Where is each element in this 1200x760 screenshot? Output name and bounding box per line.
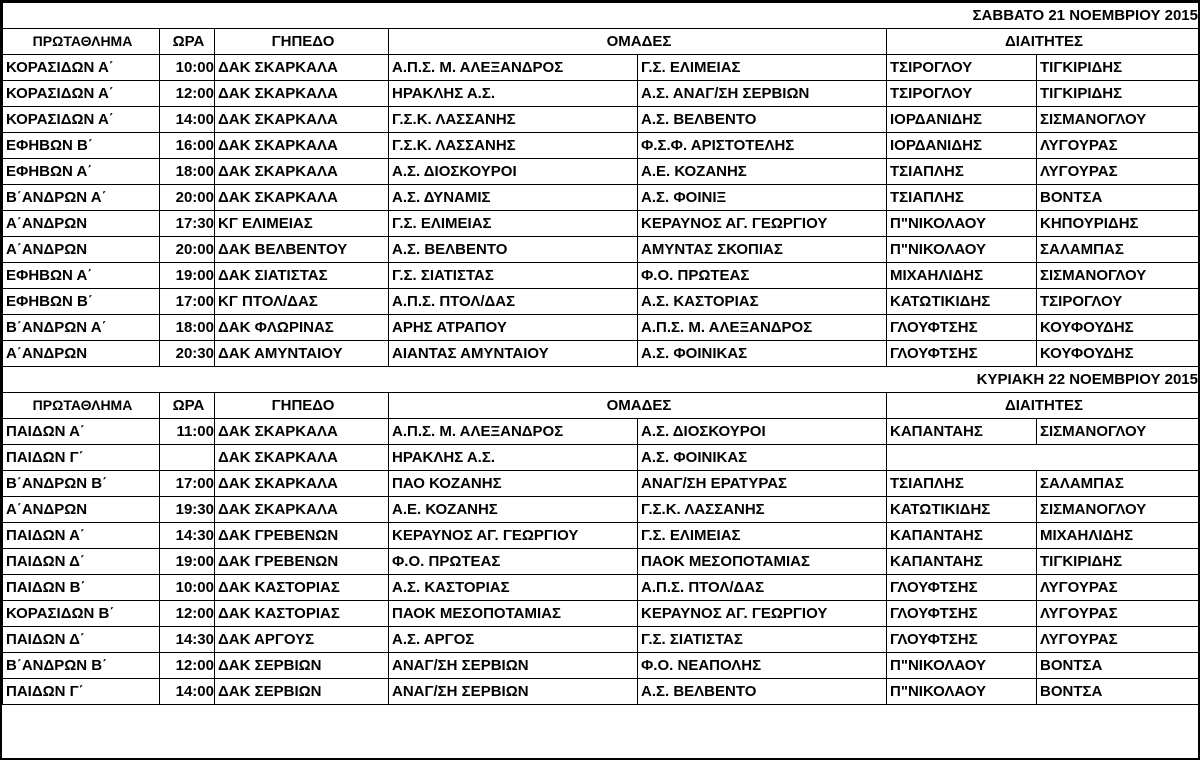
referee-2-cell: ΤΙΓΚΙΡΙΔΗΣ: [1037, 81, 1199, 107]
day-title-row: [3, 367, 1199, 393]
game-row: [3, 627, 1199, 653]
venue-cell: ΔΑΚ ΣΚΑΡΚΑΛΑ: [215, 55, 389, 81]
referee-2-cell: ΜΙΧΑΗΛΙΔΗΣ: [1037, 523, 1199, 549]
game-row: [3, 133, 1199, 159]
venue-cell: ΔΑΚ ΓΡΕΒΕΝΩΝ: [215, 549, 389, 575]
referee-1-cell: ΓΛΟΥΦΤΣΗΣ: [887, 627, 1037, 653]
home-team-cell: ΑΝΑΓ/ΣΗ ΣΕΡΒΙΩΝ: [389, 653, 638, 679]
venue-cell: ΔΑΚ ΣΚΑΡΚΑΛΑ: [215, 419, 389, 445]
referees-empty-cell: [887, 445, 1199, 471]
league-header: ΠΡΩΤΑΘΛΗΜΑ: [3, 29, 160, 55]
league-cell: Α΄ΑΝΔΡΩΝ: [3, 341, 160, 367]
away-team-cell: Α.Σ. ΔΙΟΣΚΟΥΡΟΙ: [638, 419, 887, 445]
venue-cell: ΔΑΚ ΑΡΓΟΥΣ: [215, 627, 389, 653]
venue-cell: ΔΑΚ ΣΚΑΡΚΑΛΑ: [215, 471, 389, 497]
referee-2-cell: ΛΥΓΟΥΡΑΣ: [1037, 601, 1199, 627]
game-row: [3, 263, 1199, 289]
referee-1-cell: ΤΣΙΑΠΛΗΣ: [887, 185, 1037, 211]
game-row: [3, 237, 1199, 263]
time-cell: 14:30: [160, 627, 215, 653]
league-cell: ΠΑΙΔΩΝ Δ΄: [3, 627, 160, 653]
home-team-cell: Α.Π.Σ. Μ. ΑΛΕΞΑΝΔΡΟΣ: [389, 55, 638, 81]
time-cell: 10:00: [160, 575, 215, 601]
game-row: [3, 523, 1199, 549]
time-cell: 12:00: [160, 653, 215, 679]
game-row: [3, 159, 1199, 185]
game-row: [3, 445, 1199, 471]
home-team-cell: ΚΕΡΑΥΝΟΣ ΑΓ. ΓΕΩΡΓΙΟΥ: [389, 523, 638, 549]
home-team-cell: Φ.Ο. ΠΡΩΤΕΑΣ: [389, 549, 638, 575]
referee-1-cell: ΤΣΙΡΟΓΛΟΥ: [887, 55, 1037, 81]
referee-1-cell: ΤΣΙΑΠΛΗΣ: [887, 159, 1037, 185]
referee-1-cell: Π"ΝΙΚΟΛΑΟΥ: [887, 679, 1037, 705]
home-team-cell: ΑΙΑΝΤΑΣ ΑΜΥΝΤΑΙΟΥ: [389, 341, 638, 367]
time-cell: 20:00: [160, 185, 215, 211]
time-cell: 14:00: [160, 679, 215, 705]
referee-2-cell: ΣΙΣΜΑΝΟΓΛΟΥ: [1037, 107, 1199, 133]
away-team-cell: ΑΜΥΝΤΑΣ ΣΚΟΠΙΑΣ: [638, 237, 887, 263]
schedule-table: [2, 2, 1199, 705]
venue-cell: ΔΑΚ ΦΛΩΡΙΝΑΣ: [215, 315, 389, 341]
league-cell: Β΄ΑΝΔΡΩΝ Α΄: [3, 315, 160, 341]
home-team-cell: ΗΡΑΚΛΗΣ Α.Σ.: [389, 81, 638, 107]
away-team-cell: Φ.Σ.Φ. ΑΡΙΣΤΟΤΕΛΗΣ: [638, 133, 887, 159]
time-cell: [160, 445, 215, 471]
column-header-row: [3, 29, 1199, 55]
away-team-cell: Α.Σ. ΒΕΛΒΕΝΤΟ: [638, 679, 887, 705]
game-row: [3, 471, 1199, 497]
teams-header: ΟΜΑΔΕΣ: [389, 393, 887, 419]
referee-1-cell: Π"ΝΙΚΟΛΑΟΥ: [887, 211, 1037, 237]
referee-2-cell: ΛΥΓΟΥΡΑΣ: [1037, 627, 1199, 653]
referee-1-cell: ΚΑΤΩΤΙΚΙΔΗΣ: [887, 289, 1037, 315]
referee-2-cell: ΒΟΝΤΣΑ: [1037, 653, 1199, 679]
home-team-cell: ΑΡΗΣ ΑΤΡΑΠΟΥ: [389, 315, 638, 341]
away-team-cell: Α.Σ. ΦΟΙΝΙΞ: [638, 185, 887, 211]
referee-1-cell: ΓΛΟΥΦΤΣΗΣ: [887, 601, 1037, 627]
time-header: ΩΡΑ: [160, 393, 215, 419]
league-header: ΠΡΩΤΑΘΛΗΜΑ: [3, 393, 160, 419]
home-team-cell: Α.Π.Σ. Μ. ΑΛΕΞΑΝΔΡΟΣ: [389, 419, 638, 445]
game-row: [3, 575, 1199, 601]
venue-cell: ΚΓ ΕΛΙΜΕΙΑΣ: [215, 211, 389, 237]
league-cell: ΕΦΗΒΩΝ Α΄: [3, 263, 160, 289]
referee-1-cell: ΙΟΡΔΑΝΙΔΗΣ: [887, 107, 1037, 133]
league-cell: Α΄ΑΝΔΡΩΝ: [3, 211, 160, 237]
away-team-cell: Α.Σ. ΑΝΑΓ/ΣΗ ΣΕΡΒΙΩΝ: [638, 81, 887, 107]
referee-1-cell: ΚΑΠΑΝΤΑΗΣ: [887, 523, 1037, 549]
home-team-cell: ΠΑΟ ΚΟΖΑΝΗΣ: [389, 471, 638, 497]
referee-2-cell: ΒΟΝΤΣΑ: [1037, 679, 1199, 705]
venue-header: ΓΗΠΕΔΟ: [215, 393, 389, 419]
venue-cell: ΔΑΚ ΑΜΥΝΤΑΙΟΥ: [215, 341, 389, 367]
referee-1-cell: ΚΑΠΑΝΤΑΗΣ: [887, 419, 1037, 445]
referee-1-cell: ΜΙΧΑΗΛΙΔΗΣ: [887, 263, 1037, 289]
referee-1-cell: ΤΣΙΡΟΓΛΟΥ: [887, 81, 1037, 107]
away-team-cell: ΠΑΟΚ ΜΕΣΟΠΟΤΑΜΙΑΣ: [638, 549, 887, 575]
referee-1-cell: ΓΛΟΥΦΤΣΗΣ: [887, 575, 1037, 601]
venue-cell: ΔΑΚ ΒΕΛΒΕΝΤΟΥ: [215, 237, 389, 263]
time-cell: 18:00: [160, 315, 215, 341]
referee-2-cell: ΤΙΓΚΙΡΙΔΗΣ: [1037, 549, 1199, 575]
league-cell: ΠΑΙΔΩΝ Α΄: [3, 523, 160, 549]
referee-2-cell: ΚΟΥΦΟΥΔΗΣ: [1037, 315, 1199, 341]
home-team-cell: Α.Ε. ΚΟΖΑΝΗΣ: [389, 497, 638, 523]
league-cell: ΠΑΙΔΩΝ Β΄: [3, 575, 160, 601]
referee-2-cell: ΚΟΥΦΟΥΔΗΣ: [1037, 341, 1199, 367]
league-cell: ΠΑΙΔΩΝ Γ΄: [3, 679, 160, 705]
referee-1-cell: ΓΛΟΥΦΤΣΗΣ: [887, 315, 1037, 341]
league-cell: Β΄ΑΝΔΡΩΝ Β΄: [3, 653, 160, 679]
away-team-cell: Α.Σ. ΦΟΙΝΙΚΑΣ: [638, 341, 887, 367]
home-team-cell: Γ.Σ. ΣΙΑΤΙΣΤΑΣ: [389, 263, 638, 289]
venue-cell: ΔΑΚ ΣΚΑΡΚΑΛΑ: [215, 159, 389, 185]
venue-cell: ΔΑΚ ΣΚΑΡΚΑΛΑ: [215, 185, 389, 211]
time-cell: 19:00: [160, 549, 215, 575]
away-team-cell: Γ.Σ. ΕΛΙΜΕΙΑΣ: [638, 523, 887, 549]
away-team-cell: Α.Π.Σ. Μ. ΑΛΕΞΑΝΔΡΟΣ: [638, 315, 887, 341]
day-title-row: [3, 3, 1199, 29]
referee-1-cell: ΙΟΡΔΑΝΙΔΗΣ: [887, 133, 1037, 159]
home-team-cell: ΠΑΟΚ ΜΕΣΟΠΟΤΑΜΙΑΣ: [389, 601, 638, 627]
away-team-cell: Α.Σ. ΚΑΣΤΟΡΙΑΣ: [638, 289, 887, 315]
away-team-cell: ΑΝΑΓ/ΣΗ ΕΡΑΤΥΡΑΣ: [638, 471, 887, 497]
home-team-cell: Γ.Σ.Κ. ΛΑΣΣΑΝΗΣ: [389, 107, 638, 133]
referee-2-cell: ΣΙΣΜΑΝΟΓΛΟΥ: [1037, 497, 1199, 523]
home-team-cell: Α.Σ. ΔΥΝΑΜΙΣ: [389, 185, 638, 211]
referee-1-cell: Π"ΝΙΚΟΛΑΟΥ: [887, 653, 1037, 679]
league-cell: ΚΟΡΑΣΙΔΩΝ Β΄: [3, 601, 160, 627]
time-cell: 10:00: [160, 55, 215, 81]
referee-2-cell: ΛΥΓΟΥΡΑΣ: [1037, 159, 1199, 185]
venue-cell: ΔΑΚ ΣΚΑΡΚΑΛΑ: [215, 497, 389, 523]
league-cell: ΠΑΙΔΩΝ Δ΄: [3, 549, 160, 575]
league-cell: ΚΟΡΑΣΙΔΩΝ Α΄: [3, 55, 160, 81]
referee-2-cell: ΚΗΠΟΥΡΙΔΗΣ: [1037, 211, 1199, 237]
home-team-cell: Α.Σ. ΚΑΣΤΟΡΙΑΣ: [389, 575, 638, 601]
league-cell: ΕΦΗΒΩΝ Β΄: [3, 289, 160, 315]
referee-2-cell: ΣΙΣΜΑΝΟΓΛΟΥ: [1037, 263, 1199, 289]
time-cell: 20:30: [160, 341, 215, 367]
home-team-cell: Γ.Σ. ΕΛΙΜΕΙΑΣ: [389, 211, 638, 237]
time-cell: 20:00: [160, 237, 215, 263]
away-team-cell: Α.Π.Σ. ΠΤΟΛ/ΔΑΣ: [638, 575, 887, 601]
referee-2-cell: ΒΟΝΤΣΑ: [1037, 185, 1199, 211]
time-cell: 19:00: [160, 263, 215, 289]
venue-cell: ΔΑΚ ΣΕΡΒΙΩΝ: [215, 679, 389, 705]
game-row: [3, 315, 1199, 341]
referee-2-cell: ΣΙΣΜΑΝΟΓΛΟΥ: [1037, 419, 1199, 445]
time-cell: 16:00: [160, 133, 215, 159]
time-cell: 14:30: [160, 523, 215, 549]
referees-header: ΔΙΑΙΤΗΤΕΣ: [887, 393, 1199, 419]
column-header-row: [3, 393, 1199, 419]
home-team-cell: Γ.Σ.Κ. ΛΑΣΣΑΝΗΣ: [389, 133, 638, 159]
referee-1-cell: Π"ΝΙΚΟΛΑΟΥ: [887, 237, 1037, 263]
time-cell: 12:00: [160, 81, 215, 107]
venue-header: ΓΗΠΕΔΟ: [215, 29, 389, 55]
home-team-cell: Α.Σ. ΒΕΛΒΕΝΤΟ: [389, 237, 638, 263]
game-row: [3, 497, 1199, 523]
away-team-cell: ΚΕΡΑΥΝΟΣ ΑΓ. ΓΕΩΡΓΙΟΥ: [638, 601, 887, 627]
venue-cell: ΔΑΚ ΣΚΑΡΚΑΛΑ: [215, 445, 389, 471]
league-cell: ΕΦΗΒΩΝ Β΄: [3, 133, 160, 159]
day-title: ΚΥΡΙΑΚΗ 22 ΝΟΕΜΒΡΙΟΥ 2015: [3, 367, 1199, 393]
away-team-cell: Α.Σ. ΒΕΛΒΕΝΤΟ: [638, 107, 887, 133]
time-cell: 11:00: [160, 419, 215, 445]
venue-cell: ΔΑΚ ΣΚΑΡΚΑΛΑ: [215, 133, 389, 159]
game-row: [3, 549, 1199, 575]
venue-cell: ΔΑΚ ΣΕΡΒΙΩΝ: [215, 653, 389, 679]
venue-cell: ΔΑΚ ΣΚΑΡΚΑΛΑ: [215, 81, 389, 107]
referee-1-cell: ΤΣΙΑΠΛΗΣ: [887, 471, 1037, 497]
time-cell: 17:30: [160, 211, 215, 237]
league-cell: ΚΟΡΑΣΙΔΩΝ Α΄: [3, 107, 160, 133]
game-row: [3, 601, 1199, 627]
day-title: ΣΑΒΒΑΤΟ 21 ΝΟΕΜΒΡΙΟΥ 2015: [3, 3, 1199, 29]
away-team-cell: Α.Ε. ΚΟΖΑΝΗΣ: [638, 159, 887, 185]
away-team-cell: Γ.Σ. ΕΛΙΜΕΙΑΣ: [638, 55, 887, 81]
away-team-cell: ΚΕΡΑΥΝΟΣ ΑΓ. ΓΕΩΡΓΙΟΥ: [638, 211, 887, 237]
venue-cell: ΚΓ ΠΤΟΛ/ΔΑΣ: [215, 289, 389, 315]
referee-2-cell: ΣΑΛΑΜΠΑΣ: [1037, 237, 1199, 263]
league-cell: Β΄ΑΝΔΡΩΝ Α΄: [3, 185, 160, 211]
schedule-body: [3, 3, 1199, 705]
time-cell: 19:30: [160, 497, 215, 523]
venue-cell: ΔΑΚ ΣΚΑΡΚΑΛΑ: [215, 107, 389, 133]
game-row: [3, 653, 1199, 679]
referee-2-cell: ΤΣΙΡΟΓΛΟΥ: [1037, 289, 1199, 315]
referee-1-cell: ΚΑΠΑΝΤΑΗΣ: [887, 549, 1037, 575]
referee-2-cell: ΛΥΓΟΥΡΑΣ: [1037, 575, 1199, 601]
referee-1-cell: ΓΛΟΥΦΤΣΗΣ: [887, 341, 1037, 367]
venue-cell: ΔΑΚ ΣΙΑΤΙΣΤΑΣ: [215, 263, 389, 289]
referee-2-cell: ΛΥΓΟΥΡΑΣ: [1037, 133, 1199, 159]
away-team-cell: Γ.Σ. ΣΙΑΤΙΣΤΑΣ: [638, 627, 887, 653]
game-row: [3, 107, 1199, 133]
venue-cell: ΔΑΚ ΚΑΣΤΟΡΙΑΣ: [215, 601, 389, 627]
game-row: [3, 419, 1199, 445]
home-team-cell: Α.Π.Σ. ΠΤΟΛ/ΔΑΣ: [389, 289, 638, 315]
league-cell: ΚΟΡΑΣΙΔΩΝ Α΄: [3, 81, 160, 107]
away-team-cell: Α.Σ. ΦΟΙΝΙΚΑΣ: [638, 445, 887, 471]
league-cell: ΕΦΗΒΩΝ Α΄: [3, 159, 160, 185]
game-row: [3, 81, 1199, 107]
time-cell: 18:00: [160, 159, 215, 185]
league-cell: Α΄ΑΝΔΡΩΝ: [3, 497, 160, 523]
time-header: ΩΡΑ: [160, 29, 215, 55]
game-row: [3, 289, 1199, 315]
venue-cell: ΔΑΚ ΓΡΕΒΕΝΩΝ: [215, 523, 389, 549]
game-row: [3, 185, 1199, 211]
league-cell: Β΄ΑΝΔΡΩΝ Β΄: [3, 471, 160, 497]
time-cell: 12:00: [160, 601, 215, 627]
home-team-cell: Α.Σ. ΑΡΓΟΣ: [389, 627, 638, 653]
home-team-cell: ΗΡΑΚΛΗΣ Α.Σ.: [389, 445, 638, 471]
referee-2-cell: ΤΙΓΚΙΡΙΔΗΣ: [1037, 55, 1199, 81]
teams-header: ΟΜΑΔΕΣ: [389, 29, 887, 55]
time-cell: 14:00: [160, 107, 215, 133]
away-team-cell: Γ.Σ.Κ. ΛΑΣΣΑΝΗΣ: [638, 497, 887, 523]
game-row: [3, 679, 1199, 705]
home-team-cell: ΑΝΑΓ/ΣΗ ΣΕΡΒΙΩΝ: [389, 679, 638, 705]
venue-cell: ΔΑΚ ΚΑΣΤΟΡΙΑΣ: [215, 575, 389, 601]
time-cell: 17:00: [160, 289, 215, 315]
league-cell: Α΄ΑΝΔΡΩΝ: [3, 237, 160, 263]
home-team-cell: Α.Σ. ΔΙΟΣΚΟΥΡΟΙ: [389, 159, 638, 185]
league-cell: ΠΑΙΔΩΝ Α΄: [3, 419, 160, 445]
referees-header: ΔΙΑΙΤΗΤΕΣ: [887, 29, 1199, 55]
time-cell: 17:00: [160, 471, 215, 497]
referee-2-cell: ΣΑΛΑΜΠΑΣ: [1037, 471, 1199, 497]
game-row: [3, 55, 1199, 81]
away-team-cell: Φ.Ο. ΠΡΩΤΕΑΣ: [638, 263, 887, 289]
away-team-cell: Φ.Ο. ΝΕΑΠΟΛΗΣ: [638, 653, 887, 679]
referee-1-cell: ΚΑΤΩΤΙΚΙΔΗΣ: [887, 497, 1037, 523]
game-row: [3, 211, 1199, 237]
league-cell: ΠΑΙΔΩΝ Γ΄: [3, 445, 160, 471]
game-row: [3, 341, 1199, 367]
